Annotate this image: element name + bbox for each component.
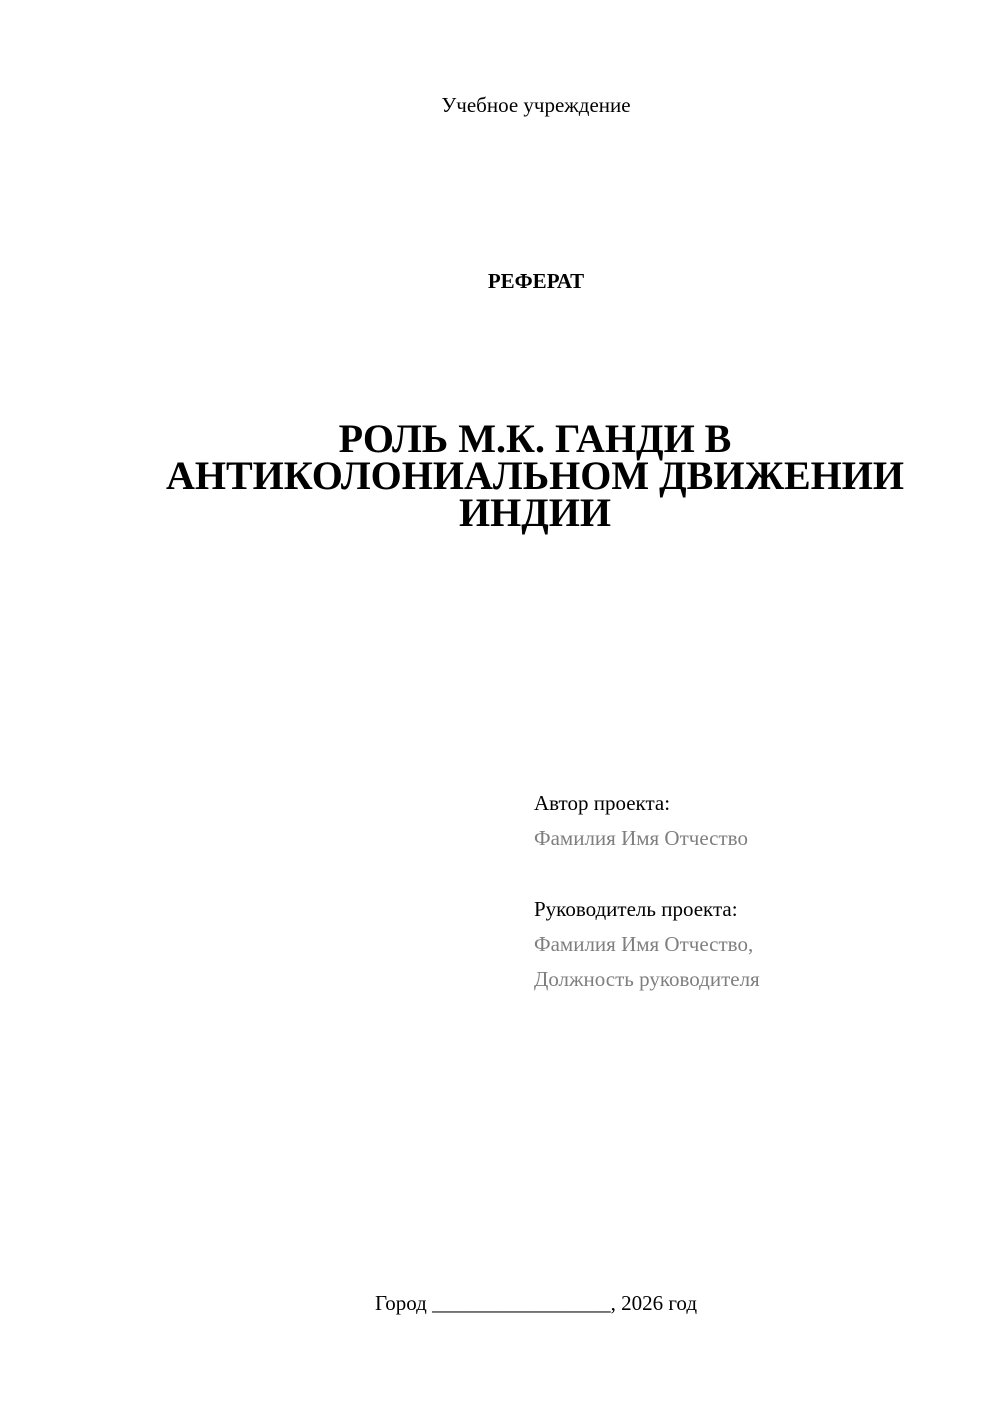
author-label: Автор проекта: [534, 791, 671, 815]
author-block [534, 786, 748, 856]
document-title [150, 416, 920, 535]
supervisor-block [534, 892, 760, 997]
title-line-2: АНТИКОЛОНИАЛЬНОМ ДВИЖЕНИИ [165, 453, 905, 498]
document-type: РЕФЕРАТ [487, 269, 585, 293]
supervisor-position: Должность руководителя [534, 967, 760, 991]
author-name: Фамилия Имя Отчество [534, 826, 748, 850]
title-line-1: РОЛЬ М.К. ГАНДИ В [338, 416, 732, 461]
supervisor-name: Фамилия Имя Отчество, [534, 932, 754, 956]
institution-name: Учебное учреждение [441, 93, 631, 117]
supervisor-label: Руководитель проекта: [534, 897, 738, 921]
city-year-line: Город _________________, 2026 год [374, 1291, 698, 1315]
title-line-3: ИНДИИ [459, 490, 611, 535]
